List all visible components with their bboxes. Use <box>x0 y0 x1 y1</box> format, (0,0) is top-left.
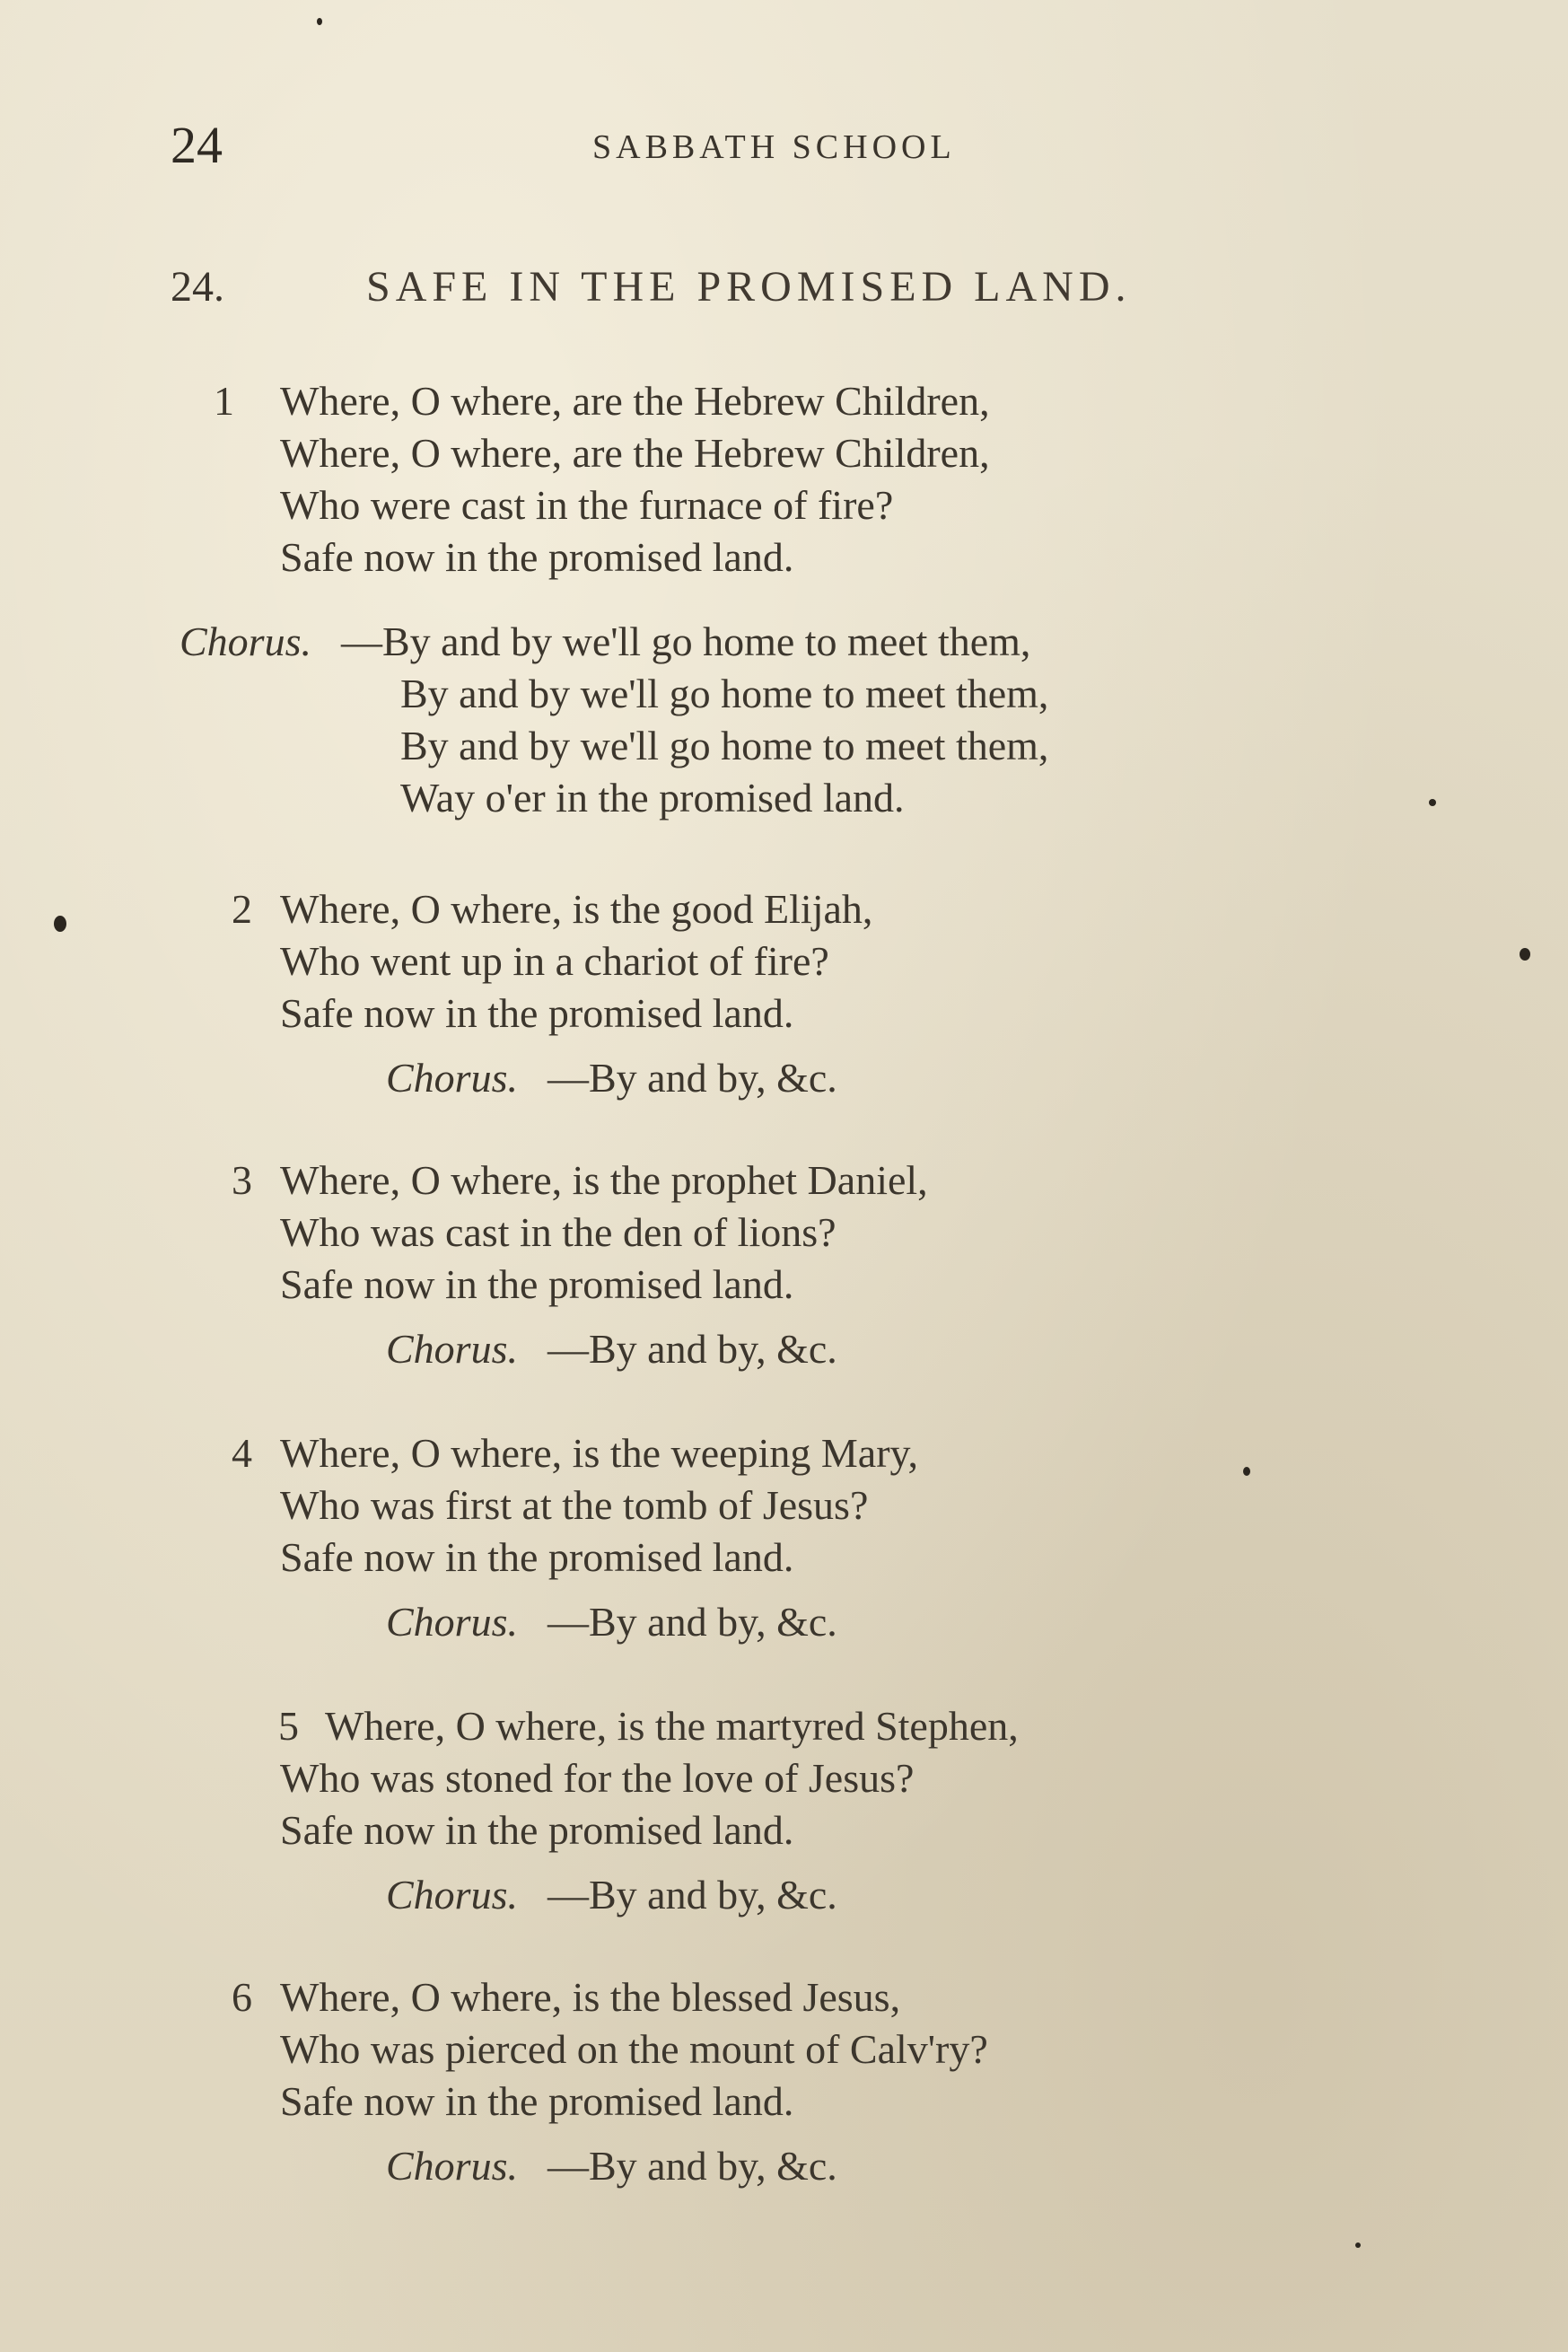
verse-line: Where, O where, is the prophet Daniel, <box>280 1157 928 1203</box>
verse-line: Where, O where, are the Hebrew Children, <box>280 378 990 424</box>
hymn-number: 24. <box>171 263 224 311</box>
verse-number: 1 <box>214 378 234 424</box>
hymn-title: SAFE IN THE PROMISED LAND. <box>366 263 1132 311</box>
verse-line: Where, O where, is the martyred Stephen, <box>325 1703 1019 1749</box>
verse-line: Safe now in the promised land. <box>280 1534 794 1580</box>
chorus-ref-label: Chorus. <box>386 1872 518 1918</box>
verse-line: Who was pierced on the mount of Calv'ry? <box>280 2026 988 2072</box>
ink-speck <box>54 916 66 932</box>
chorus-ref-text: —By and by, &c. <box>547 1326 837 1372</box>
chorus-label: Chorus. <box>180 619 311 664</box>
chorus-line: —By and by we'll go home to meet them, <box>341 619 1031 664</box>
verse-line: Safe now in the promised land. <box>280 1807 794 1853</box>
chorus-line: By and by we'll go home to meet them, <box>400 723 1049 768</box>
chorus-ref-label: Chorus. <box>386 1599 518 1645</box>
page-header <box>171 115 1337 178</box>
verse-number: 6 <box>232 1974 252 2020</box>
ink-speck <box>1520 948 1530 961</box>
verse-number: 3 <box>232 1157 252 1203</box>
chorus-ref-label: Chorus. <box>386 1326 518 1372</box>
verse-line: Who was cast in the den of lions? <box>280 1209 837 1255</box>
page-number: 24 <box>171 116 223 174</box>
ink-speck <box>1355 2242 1361 2248</box>
ink-speck <box>1243 1467 1250 1476</box>
verse-number: 5 <box>278 1703 299 1749</box>
chorus-ref-text: —By and by, &c. <box>547 2143 837 2189</box>
verse-line: Who went up in a chariot of fire? <box>280 938 829 984</box>
ink-speck <box>317 18 322 25</box>
verse-line: Where, O where, is the good Elijah, <box>280 886 873 932</box>
ink-speck <box>1429 799 1436 806</box>
verse-line: Safe now in the promised land. <box>280 1261 794 1307</box>
hymn-title-row <box>171 262 1337 325</box>
chorus-line: By and by we'll go home to meet them, <box>400 671 1049 716</box>
verse-line: Where, O where, are the Hebrew Children, <box>280 430 990 476</box>
chorus-ref-text: —By and by, &c. <box>547 1599 837 1645</box>
chorus-ref-text: —By and by, &c. <box>547 1055 837 1101</box>
verse-number: 2 <box>232 886 252 932</box>
verse-line: Safe now in the promised land. <box>280 534 794 580</box>
verse-line: Where, O where, is the weeping Mary, <box>280 1430 919 1476</box>
chorus-line: Way o'er in the promised land. <box>400 775 905 821</box>
chorus-ref-label: Chorus. <box>386 1055 518 1101</box>
verse-number: 4 <box>232 1430 252 1476</box>
running-head: SABBATH SCHOOL <box>592 128 956 166</box>
verse-line: Who were cast in the furnace of fire? <box>280 482 894 528</box>
chorus-ref-label: Chorus. <box>386 2143 518 2189</box>
chorus-ref-text: —By and by, &c. <box>547 1872 837 1918</box>
verse-line: Who was first at the tomb of Jesus? <box>280 1482 869 1528</box>
verse-line: Where, O where, is the blessed Jesus, <box>280 1974 901 2020</box>
verse-line: Safe now in the promised land. <box>280 2078 794 2124</box>
verse-line: Safe now in the promised land. <box>280 990 794 1036</box>
verse-line: Who was stoned for the love of Jesus? <box>280 1755 915 1801</box>
